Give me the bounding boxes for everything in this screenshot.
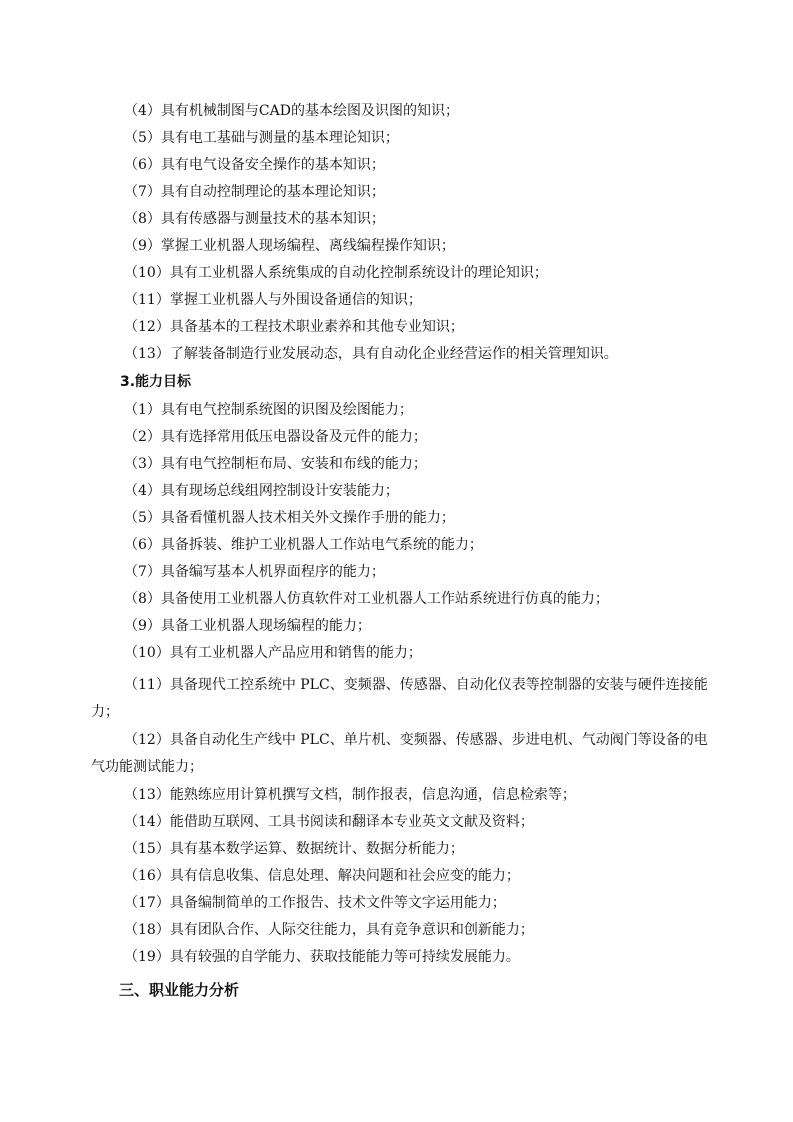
knowledge-item: （4）具有机械制图与CAD的基本绘图及识图的知识； — [124, 103, 459, 119]
ability-item: （8）具备使用工业机器人仿真软件对工业机器人工作站系统进行仿真的能力； — [124, 591, 609, 607]
ability-item: （9）具备工业机器人现场编程的能力； — [124, 618, 371, 634]
knowledge-item: （5）具有电工基础与测量的基本理论知识； — [124, 130, 399, 146]
ability-item: （16）具有信息收集、信息处理、解决问题和社会应变的能力； — [124, 868, 520, 884]
knowledge-item: （11）掌握工业机器人与外围设备通信的知识； — [124, 292, 422, 308]
ability-item: （15）具有基本数学运算、数据统计、数据分析能力； — [124, 841, 464, 857]
knowledge-item: （12）具备基本的工程技术职业素养和其他专业知识； — [124, 319, 464, 335]
knowledge-item: （8）具有传感器与测量技术的基本知识； — [124, 211, 385, 227]
ability-item-11-cont: 力； — [91, 704, 119, 720]
ability-item-11-first: （11）具备现代工控系统中 PLC、变频器、传感器、自动化仪表等控制器的安装与硬件连接能 — [124, 677, 708, 693]
knowledge-item: （10）具有工业机器人系统集成的自动化控制系统设计的理论知识； — [124, 265, 548, 281]
ability-heading: 3.能力目标 — [120, 374, 192, 390]
ability-item: （19）具有较强的自学能力、获取技能能力等可持续发展能力。 — [124, 949, 520, 965]
ability-item: （6）具备拆装、维护工业机器人工作站电气系统的能力； — [124, 537, 483, 553]
ability-item: （1）具有电气控制系统图的识图及绘图能力； — [124, 402, 413, 418]
knowledge-item: （7）具有自动控制理论的基本理论知识； — [124, 184, 385, 200]
ability-item: （3）具有电气控制柜布局、安装和布线的能力； — [124, 456, 427, 472]
section-heading: 三、职业能力分析 — [119, 981, 240, 999]
knowledge-item: （13）了解装备制造行业发展动态，具有自动化企业经营运作的相关管理知识。 — [124, 346, 618, 362]
ability-item: （5）具备看懂机器人技术相关外文操作手册的能力； — [124, 510, 455, 526]
knowledge-item: （6）具有电气设备安全操作的基本知识； — [124, 157, 385, 173]
knowledge-item: （9）掌握工业机器人现场编程、离线编程操作知识； — [124, 238, 455, 254]
ability-item: （18）具有团队合作、人际交往能力，具有竞争意识和创新能力； — [124, 922, 534, 938]
ability-item: （13）能熟练应用计算机撰写文档，制作报表，信息沟通，信息检索等； — [124, 787, 576, 803]
ability-item: （17）具备编制简单的工作报告、技术文件等文字运用能力； — [124, 895, 506, 911]
ability-item: （7）具备编写基本人机界面程序的能力； — [124, 564, 385, 580]
ability-item: （4）具有现场总线组网控制设计安装能力； — [124, 483, 399, 499]
ability-item: （14）能借助互联网、工具书阅读和翻译本专业英文文献及资料； — [124, 814, 534, 830]
ability-item-12-first: （12）具备自动化生产线中 PLC、单片机、变频器、传感器、步进电机、气动阀门等设备的电 — [124, 732, 708, 748]
ability-item: （2）具有选择常用低压电器设备及元件的能力； — [124, 429, 427, 445]
ability-item: （10）具有工业机器人产品应用和销售的能力； — [124, 645, 422, 661]
ability-item-12-cont: 气功能测试能力； — [91, 759, 203, 775]
